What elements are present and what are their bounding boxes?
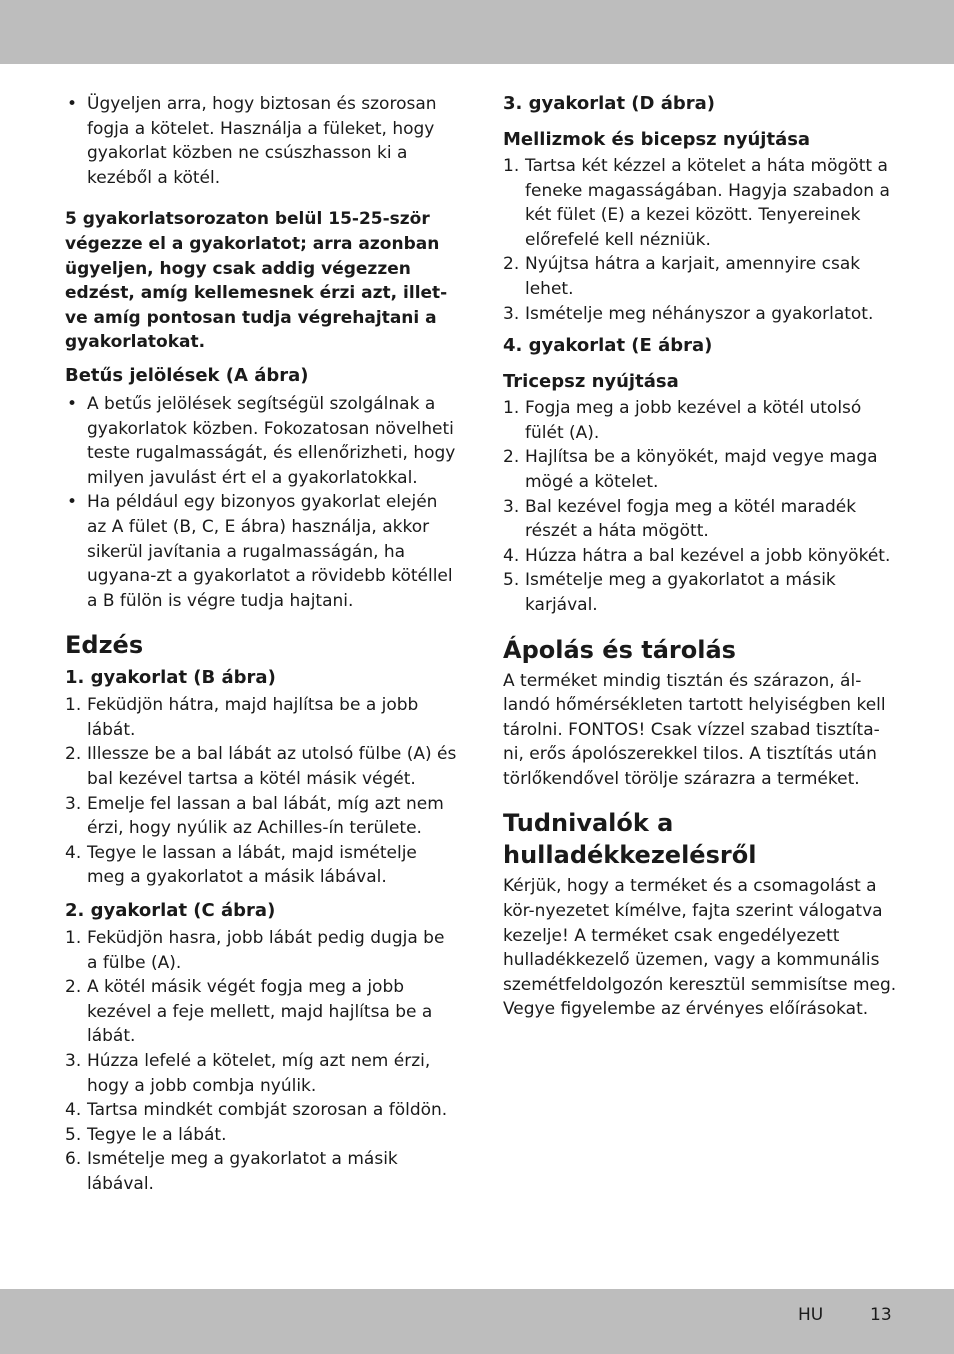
list-item: 3. Emelje fel lassan a bal lábát, míg azt nem érzi, hogy nyúlik az Achilles-ín területe.: [65, 793, 444, 839]
list-item: 4. Húzza hátra a bal kezével a jobb könyökét.: [503, 545, 891, 566]
right-column: [503, 92, 898, 1022]
ex3-subheading: Mellizmok és bicepsz nyújtása: [503, 129, 811, 150]
list-item: 6. Ismételje meg a gyakorlatot a másik lábával.: [65, 1149, 398, 1194]
ex4-subheading: Tricepsz nyújtása: [503, 371, 679, 393]
list-item: 5. Tegye le a lábát.: [65, 1124, 227, 1145]
ex3-heading: 3. gyakorlat (D ábra): [503, 93, 716, 114]
list-item: 3. Húzza lefelé a kötelet, míg azt nem érzi, hogy a jobb combja nyúlik.: [65, 1051, 431, 1096]
bold-note: 5 gyakorlatsorozaton belül 15-25-ször végezze el a gyakorlatot; arra azonban ügyeljen, hogy csak addig végezzen edzést, amíg kellemesnek érzi azt, illet-ve amíg pontosan tudja végrehajtani a gyakorlatokat.: [65, 209, 448, 353]
list-item: 1. Feküdjön hátra, majd hajlítsa be a jobb lábát.: [65, 695, 419, 740]
list-item: 3. Ismételje meg néhányszor a gyakorlatot.: [503, 303, 874, 324]
header-bar: [0, 0, 954, 64]
list-item: 1. Tartsa két kézzel a kötelet a háta mögött a feneke magasságában. Hagyja szabadon a két fület (E) a kezei között. Tenyereinek előrefelé kell nézniük.: [503, 156, 890, 250]
list-item: 3. Bal kezével fogja meg a kötél maradék részét a háta mögött.: [503, 496, 857, 542]
left-column: [65, 92, 460, 1197]
letters-list: [65, 392, 460, 613]
list-item: 2. Nyújtsa hátra a karjait, amennyire csak lehet.: [503, 254, 861, 299]
language-code: HU: [798, 1305, 824, 1325]
list-item: 5. Ismételje meg a gyakorlatot a másik karjával.: [503, 570, 836, 615]
letters-heading: Betűs jelölések (A ábra): [65, 364, 309, 386]
list-item: 1. Fogja meg a jobb kezével a kötél utolsó fülét (A).: [503, 398, 862, 443]
page-number: 13: [870, 1305, 892, 1325]
letters-bullet: • A betűs jelölések segítségül szolgálnak a gyakorlatok közben. Fokozatosan növelheti teste rugalmasságát, és ellenőrizheti, hogy milyen javulást ért el a gyakorlatokkal.: [65, 392, 460, 490]
ex1-steps: [65, 693, 460, 890]
ex4-heading: 4. gyakorlat (E ábra): [503, 335, 713, 357]
list-item: 4. Tegye le lassan a lábát, majd ismételje meg a gyakorlatot a másik lábával.: [65, 842, 417, 888]
list-item: 2. A kötél másik végét fogja meg a jobb kezével a feje mellett, majd hajlítsa be a lábát.: [65, 977, 433, 1047]
letters-bullet: • Ha például egy bizonyos gyakorlat elején az A fület (B, C, E ábra) használja, akkor sikerül javítania a rugalmasságán, ha ugyana-zt a gyakorlatot a rövidebb kötéllel a B fülön is végre tudja hajtani.: [65, 490, 460, 613]
ex2-heading: 2. gyakorlat (C ábra): [65, 900, 276, 922]
disposal-heading: Tudnivalók a hulladékkezelésről: [503, 809, 757, 870]
intro-bullet: • Ügyeljen arra, hogy biztosan és szorosan fogja a kötelet. Használja a füleket, hogy gyakorlat közben ne csúszhasson ki a kezéből a kötél.: [65, 92, 460, 190]
list-item: 2. Hajlítsa be a könyökét, majd vegye maga mögé a kötelet.: [503, 447, 878, 492]
intro-list: [65, 92, 460, 190]
training-heading: Edzés: [65, 631, 144, 660]
list-item: 2. Illessze be a bal lábát az utolsó fülbe (A) és bal kezével tartsa a kötél másik végét.: [65, 744, 457, 790]
list-item: 1. Feküdjön hasra, jobb lábát pedig dugja be a fülbe (A).: [65, 928, 445, 973]
ex1-heading: 1. gyakorlat (B ábra): [65, 667, 276, 689]
ex3-steps: [503, 154, 898, 326]
disposal-text: Kérjük, hogy a terméket és a csomagolást a kör-nyezetet kímélve, fajta szerint válogatva kezelje! A terméket csak engedélyezett hulladékkezelő üzemen, vagy a kommunális szemétfeldolgozón keresztül semmisítse meg. Vegye figyelembe az érvényes előírásokat.: [503, 876, 897, 1020]
list-item: 4. Tartsa mindkét combját szorosan a földön.: [65, 1100, 448, 1121]
care-heading: Ápolás és tárolás: [503, 635, 736, 664]
care-text: A terméket mindig tisztán és szárazon, ál-landó hőmérsékleten tartott helyiségben kell tárolni. FONTOS! Csak vízzel szabad tisztíta-ni, erős ápolószerekkel tilos. A tisztítás után törlőkendővel törölje szárazra a terméket.: [503, 670, 886, 789]
ex2-steps: [65, 926, 460, 1197]
ex4-steps: [503, 396, 898, 617]
